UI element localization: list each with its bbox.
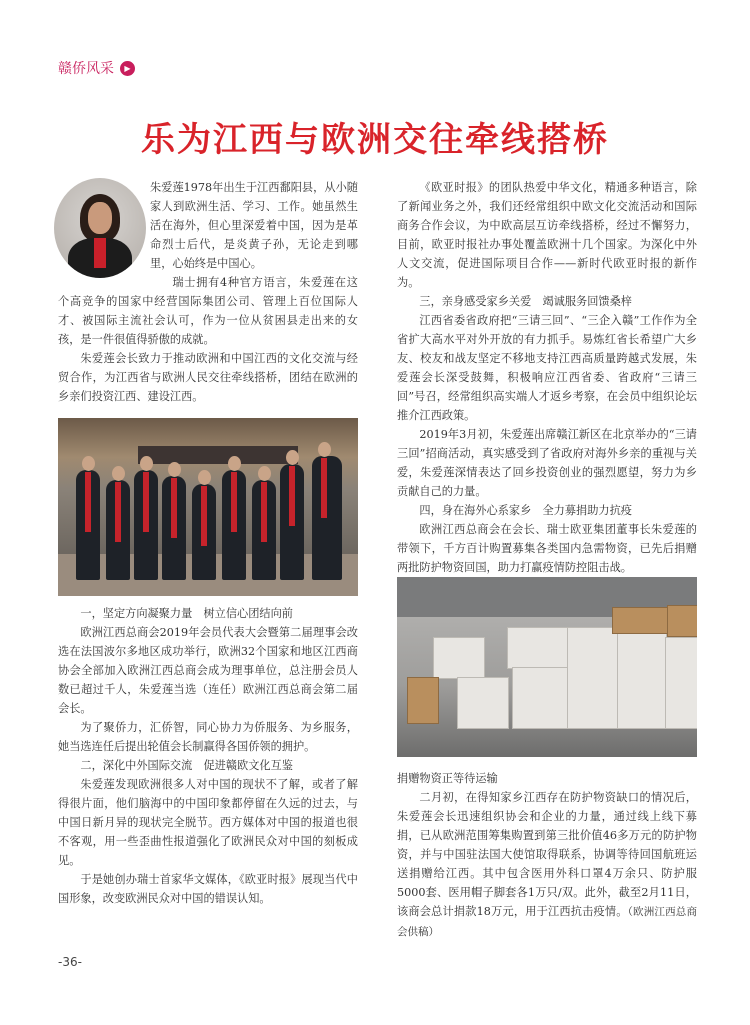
section-heading: 三，亲身感受家乡关爱 竭诚服务回馈桑梓 [419,295,632,308]
section-heading: 四，身在海外心系家乡 全力募捐助力抗疫 [419,504,632,517]
play-arrow-icon: ▶ [120,61,135,76]
page-title: 乐为江西与欧洲交往牵线搭桥 [141,120,609,160]
paragraph: 朱爱莲发现欧洲很多人对中国的现状不了解，或者了解得很片面，他们脑海中的中国印象都停留在久远的过去，与中国日新月异的现状完全脱节。西方媒体对中国的报道也很不客观，用一些歪曲性报道强化了欧洲民众对中国的刻板成见。 [58,778,358,867]
paragraph: 于是她创办瑞士首家华文媒体，《欧亚时报》展现当代中国形象，改变欧洲民众对中国的错误认知。 [58,873,358,905]
paragraph: 2019年3月初，朱爱莲出席赣江新区在北京举办的“三请三回”招商活动，真实感受到了省政府对海外乡亲的重视与关爱，朱爱莲深情表达了回乡投资创业的强烈愿望，努力为乡贡献自己的力量。 [397,428,697,498]
paragraph [397,788,697,942]
right-column [397,178,697,942]
portrait-photo [54,178,146,278]
paragraph: 瑞士拥有4种官方语言，朱爱莲在这个高竞争的国家中经营国际集团公司、管理上百位国际人才、被国际主流社会认可，作为一位从贫困县走出来的女孩，是一件很值得骄傲的成就。 [58,276,358,346]
photo-caption: 捐赠物资正等待运输 [397,772,498,785]
paragraph: 朱爱莲会长致力于推动欧洲和中国江西的文化交流与经贸合作，为江西省与欧洲人民交往牵线搭桥，团结在欧洲的乡亲们投资江西、建设江西。 [58,352,358,403]
intro-paragraph: 朱爱莲1978年出生于江西鄱阳县，从小随家人到欧洲生活、学习、工作。她虽然生活在海外，但心里深爱着中国，因为是革命烈士后代，是炎黄子孙，无论走到哪里，心始终是中国心。 [150,181,358,270]
section-tag-label: 赣侨风采 [58,61,114,77]
section-heading: 一，坚定方向凝聚力量 树立信心团结向前 [80,607,293,620]
section-tag [58,58,135,78]
page-number: -36- [58,955,82,969]
paragraph: 为了聚侨力，汇侨智，同心协力为侨服务、为乡服务，她当选连任后提出轮值会长制赢得各国侨领的拥护。 [58,721,358,753]
group-photo [58,418,358,596]
paragraph: 欧洲江西总商会2019年会员代表大会暨第二届理事会改选在法国波尔多地区成功举行，欧洲32个国家和地区江西商协会全部加入欧洲江西总商会成为理事单位，总注册会员人数已超过千人，朱爱莲当选（连任）欧洲江西总商会第二届会长。 [58,626,358,715]
paragraph: 《欧亚时报》的团队热爱中华文化，精通多种语言，除了新闻业务之外，我们还经常组织中欧文化交流活动和国际商务合作会议，为中欧高层互访牵线搭桥，经过不懈努力，目前，欧亚时报社办事处覆盖欧洲十几个国家。为深化中外人文交流，促进国际项目合作——新时代欧亚时报的新作为。 [397,181,697,289]
supplies-photo [397,577,697,757]
paragraph-text: 二月初，在得知家乡江西存在防护物资缺口的情况后，朱爱莲会长迅速组织协会和企业的力量，通过线上线下募捐，已从欧洲范围筹集购置到第三批价值46多万元的防护物资，并与中国驻法国大使馆取得联系，协调等待回国航班运送捐赠给江西。其中包含医用外科口罩4万余只、防护服5000套、医用帽子脚套各1万只/双。此外，截至2月11日，该商会总计捐款18万元，用于江西抗击疫情。 [397,791,697,918]
paragraph: 欧洲江西总商会在会长、瑞士欧亚集团董事长朱爱莲的带领下，千方百计购置募集各类国内急需物资，已先后捐赠两批防护物资回国，助力打赢疫情防控阻击战。 [397,523,697,574]
section-heading: 二，深化中外国际交流 促进赣欧文化互鉴 [80,759,293,772]
paragraph: 江西省委省政府把“三请三回”、“三企入赣”工作作为全省扩大高水平对外开放的有力抓手。易炼红省长希望广大乡友、校友和战友坚定不移地支持江西高质量跨越式发展，朱爱莲会长深受鼓舞，积极响应江西省委、省政府“三请三回”号召，经常组织高实端人才返乡考察，在会员中组织论坛推介江西政策。 [397,314,697,422]
source-credit: （欧洲江西总商会供稿） [397,906,697,938]
left-column [58,178,358,908]
